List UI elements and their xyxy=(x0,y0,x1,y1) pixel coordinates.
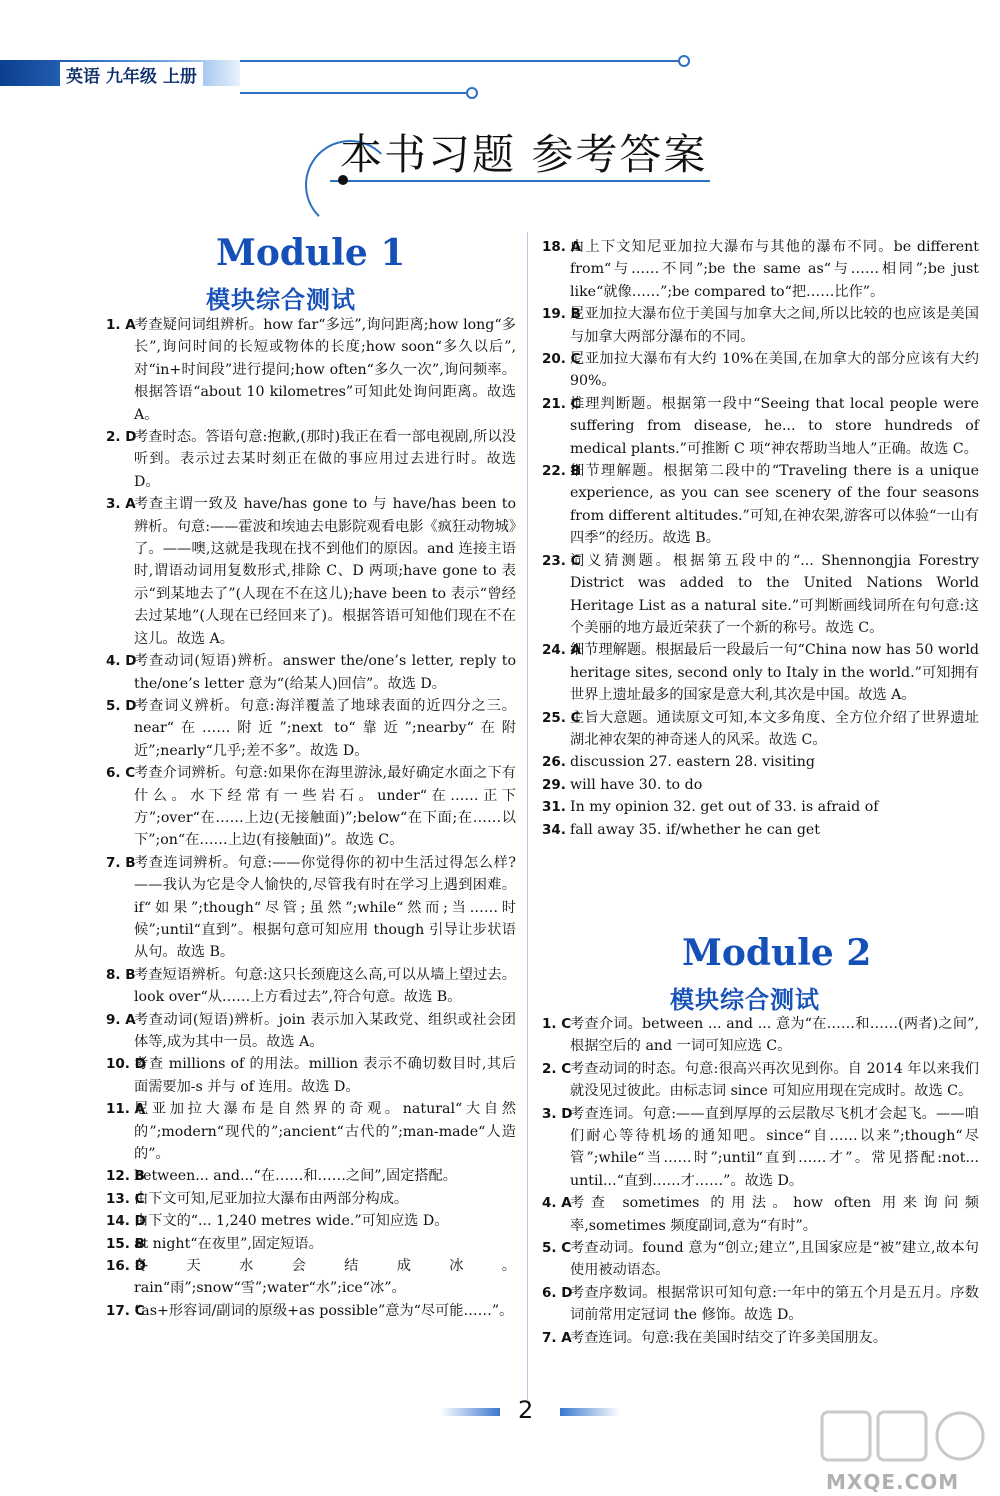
answer-item xyxy=(542,1058,979,1103)
answer-text: 考查介词。between ... and ... 意为“在……和……(两者)之间”,根据空后的 and 一词可知应选 C。 xyxy=(570,1016,979,1055)
answer-text: 推理判断题。根据第一段中“Seeing that local people were suffering from disease, he... to store hundreds of medical plants.”可推断 C 项“神农帮助当地人”正确。故选 C。 xyxy=(570,395,979,457)
answer-number: 23. C xyxy=(542,552,581,569)
answer-item xyxy=(106,1300,516,1322)
answer-number: 20. C xyxy=(542,351,581,368)
answer-text: 考查动词(短语)辨析。join 表示加入某政党、组织或社会团体等,成为其中一员。故选 A。 xyxy=(134,1011,516,1050)
answer-item xyxy=(542,1192,979,1237)
answer-item xyxy=(106,695,516,762)
answer-item xyxy=(106,1188,516,1210)
answer-item xyxy=(106,1053,516,1098)
answer-item xyxy=(106,1233,516,1255)
answer-item xyxy=(106,1210,516,1232)
left-answer-column xyxy=(106,314,516,1322)
answer-number: 4. D xyxy=(106,653,137,670)
answer-item xyxy=(542,1327,979,1349)
answer-text: 考查 millions of 的用法。million 表示不确切数目时,其后面需要加-s 并与 of 连用。故选 D。 xyxy=(134,1056,516,1095)
answer-text: 考查连词。句意:我在美国时结交了许多美国朋友。 xyxy=(570,1329,887,1346)
footer-left-decoration xyxy=(440,1408,500,1416)
answer-item xyxy=(106,1165,516,1187)
answer-number: 12. B xyxy=(106,1168,145,1185)
answer-number: 5. C xyxy=(542,1240,572,1257)
answer-item xyxy=(542,303,979,348)
answer-text: 由下文可知,尼亚加拉大瀑布由两部分构成。 xyxy=(134,1190,409,1207)
header-rule xyxy=(240,60,680,62)
answer-number: 19. B xyxy=(542,306,581,323)
answer-number: 7. A xyxy=(542,1329,572,1346)
answer-text: will have 30. to do xyxy=(570,776,703,793)
answer-text: 冬天水会结成冰。rain“雨”;snow“雪”;water“水”;ice“冰”。 xyxy=(134,1258,516,1297)
answer-number: 2. C xyxy=(542,1060,572,1077)
answer-text: 考查连词辨析。句意:——你觉得你的初中生活过得怎么样?——我认为它是令人愉快的,尽管我有时在学习上遇到困难。if“如果”;though“尽管;虽然”;while“然而;当……时候”;until“直到”。根据句意可知应用 though 引导让步状语从句。故选 B。 xyxy=(134,854,516,961)
answer-text: 考查介词辨析。句意:如果你在海里游泳,最好确定水面之下有什么。水下经常有一些岩石。under“在……正下方”;over“在……上边(无接触面)”;below“在下面;在……以下”;on“在……上边(有接触面)”。故选 C。 xyxy=(134,765,516,849)
answer-item xyxy=(106,1098,516,1165)
answer-text: between... and...“在……和……之间”,固定搭配。 xyxy=(134,1168,457,1185)
answer-text: 主旨大意题。通读原文可知,本文多角度、全方位介绍了世界遗址湖北神农架的神奇迷人的风采。故选 C。 xyxy=(570,709,979,748)
module1-subtitle: 模块综合测试 xyxy=(206,286,356,314)
answer-text: 考查动词的时态。句意:很高兴再次见到你。自 2014 年以来我们就没见过彼此。由标志词 since 可知应用现在完成时。故选 C。 xyxy=(570,1060,979,1100)
answer-number: 34. xyxy=(542,821,566,838)
header-dot-icon xyxy=(466,87,478,99)
answer-number: 1. A xyxy=(106,317,136,333)
answer-text: 考查疑问词组辨析。how far“多远”,询问距离;how long“多长”,询问时间的长短或物体的长度;how soon“多久以后”,对“in+时间段”进行提问;how often“多久一次”,询问频率。根据答语“about 10 kilometres”可知此处询问距离。故选 A。 xyxy=(134,317,516,423)
answer-item xyxy=(542,796,979,818)
answer-text: 考查动词。found 意为“创立;建立”,且国家应是“被”建立,故本句使用被动语态。 xyxy=(570,1240,979,1279)
answer-number: 1. C xyxy=(542,1016,572,1032)
answer-item xyxy=(542,707,979,752)
answer-number: 18. A xyxy=(542,239,582,255)
answer-number: 15. B xyxy=(106,1235,145,1252)
answer-item xyxy=(542,1103,979,1193)
answer-item xyxy=(542,774,979,796)
answer-number: 31. xyxy=(542,799,566,816)
answer-text: 尼亚加拉大瀑布位于美国与加拿大之间,所以比较的也应该是美国与加拿大两部分瀑布的不同。 xyxy=(570,306,979,345)
answer-number: 21. C xyxy=(542,395,581,412)
answer-number: 8. B xyxy=(106,966,136,983)
right-answer-column-module1 xyxy=(542,236,979,841)
header-dot-icon xyxy=(678,55,690,67)
answer-item xyxy=(542,348,979,393)
answer-number: 22. B xyxy=(542,463,581,480)
answer-item xyxy=(106,493,516,650)
answer-number: 3. D xyxy=(542,1105,573,1122)
answer-text: fall away 35. if/whether he can get xyxy=(570,821,820,838)
answer-number: 14. D xyxy=(106,1213,146,1230)
footer xyxy=(440,1398,620,1428)
answer-item xyxy=(542,236,979,303)
answer-number: 26. xyxy=(542,754,566,771)
answer-item xyxy=(106,426,516,493)
answer-text: 考查短语辨析。句意:这只长颈鹿这么高,可以从墙上望过去。look over“从……上方看过去”,符合句意。故选 B。 xyxy=(134,966,516,1006)
answer-text: discussion 27. eastern 28. visiting xyxy=(570,754,815,771)
answer-number: 24. A xyxy=(542,642,582,659)
answer-item xyxy=(542,751,979,773)
answer-text: 考查词义辨析。句意:海洋覆盖了地球表面的近四分之三。near“在……附近”;next to“靠近”;nearby“在附近”;nearly“几乎;差不多”。故选 D。 xyxy=(134,697,516,759)
answer-item xyxy=(542,819,979,841)
header-rule-lower xyxy=(240,92,470,94)
answer-text: 词义猜测题。根据第五段中的“... Shennongjia Forestry District was added to the United Nations World Heritage List as a natural site.”可判断画线词所在句句意:这个美丽的地方最近荣获了一个新的称号。故选 C。 xyxy=(570,552,979,636)
answer-number: 29. xyxy=(542,776,566,793)
answer-text: 考查连词。句意:——直到厚厚的云层散尽飞机才会起飞。——咱们耐心等待机场的通知吧。since“自……以来”;though“尽管”;while“当……时”;until“直到……才”。常见搭配:not... until...“直到……才……”。故选 D。 xyxy=(570,1105,979,1189)
answer-item xyxy=(106,762,516,852)
answer-text: 考查序数词。根据常识可知句意:一年中的第五个月是五月。序数词前常用定冠词 the 修饰。故选 D。 xyxy=(570,1284,979,1324)
answer-text: 考查主谓一致及 have/has gone to 与 have/has been to 辨析。句意:——霍波和埃迪去电影院观看电影《疯狂动物城》了。——噢,这就是我现在找不到他们的原因。and 连接主语时,谓语动词用复数形式,排除 C、D 两项;have gone to 表示“到某地去了”(人现在不在这儿);have been to 表示“曾经去过某地”(人现在已经回来了)。根据答语可知他们现在不在这儿。故选 A。 xyxy=(134,496,516,647)
answer-text: 细节理解题。根据第二段中的“Traveling there is a unique experience, as you can see scenery of the four seasons from different altitudes.”可知,在神农架,游客可以体验“一山有四季”的经历。故选 B。 xyxy=(570,463,979,547)
answer-number: 16. D xyxy=(106,1258,146,1275)
answer-item xyxy=(542,460,979,550)
column-divider xyxy=(527,232,528,1400)
page-number: 2 xyxy=(518,1396,534,1424)
answer-item xyxy=(542,1237,979,1282)
answer-text: “as+形容词/副词的原级+as possible”意为“尽可能……”。 xyxy=(134,1302,514,1319)
answer-item xyxy=(542,1282,979,1327)
page-heading: 本书习题 参考答案 xyxy=(340,130,708,179)
answer-number: 7. B xyxy=(106,854,136,871)
answer-text: at night“在夜里”,固定短语。 xyxy=(134,1235,323,1252)
answer-item xyxy=(106,964,516,1009)
answer-number: 5. D xyxy=(106,697,137,714)
answer-item xyxy=(542,550,979,640)
answer-text: 考查动词(短语)辨析。answer the/one’s letter, reply to the/one’s letter 意为“(给某人)回信”。故选 D。 xyxy=(134,653,516,692)
answer-text: 考查时态。答语句意:抱歉,(那时)我正在看一部电视剧,所以没听到。表示过去某时刻正在做的事应用过去进行时。故选 D。 xyxy=(134,429,516,490)
answer-item xyxy=(106,1255,516,1300)
answer-number: 13. C xyxy=(106,1190,145,1207)
answer-item xyxy=(106,852,516,964)
answer-item xyxy=(542,1013,979,1058)
answer-number: 25. C xyxy=(542,709,581,726)
answer-number: 4. A xyxy=(542,1195,572,1212)
answer-number: 10. D xyxy=(106,1056,146,1073)
answer-item xyxy=(542,393,979,460)
module1-title: Module 1 xyxy=(216,232,406,274)
answer-item xyxy=(106,314,516,426)
answer-text: 细节理解题。根据最后一段最后一句“China now has 50 world heritage sites, second only to Italy in the world.”可知拥有世界上遗址最多的国家是意大利,其次是中国。故选 A。 xyxy=(570,642,979,704)
answer-text: 考查 sometimes 的用法。how often 用来询问频率,sometimes 频度副词,意为“有时”。 xyxy=(570,1195,979,1234)
answer-text: 由下文的“... 1,240 metres wide.”可知应选 D。 xyxy=(134,1213,449,1230)
answer-number: 3. A xyxy=(106,496,136,513)
answer-number: 9. A xyxy=(106,1011,136,1028)
answer-item xyxy=(542,639,979,706)
answer-number: 17. C xyxy=(106,1302,145,1319)
answer-text: 尼亚加拉大瀑布是自然界的奇观。natural“大自然的”;modern“现代的”;ancient“古代的”;man-made“人造的”。 xyxy=(134,1101,516,1163)
watermark-text: MXQE.COM xyxy=(826,1470,960,1494)
module2-subtitle: 模块综合测试 xyxy=(670,986,820,1014)
answer-text: 尼亚加拉大瀑布有大约 10%在美国,在加拿大的部分应该有大约 90%。 xyxy=(570,351,979,390)
footer-right-decoration xyxy=(560,1408,620,1416)
answer-number: 2. D xyxy=(106,429,137,446)
answer-item xyxy=(106,650,516,695)
answer-text: In my opinion 32. get out of 33. is afraid of xyxy=(570,799,879,816)
answer-text: 由上下文知尼亚加拉大瀑布与其他的瀑布不同。be different from“与……不同”;be the same as“与……相同”;be just like“就像……”;be compared to“把……比作”。 xyxy=(570,239,979,300)
answer-number: 6. C xyxy=(106,765,136,782)
answer-number: 11. A xyxy=(106,1101,146,1118)
right-answer-column-module2 xyxy=(542,1013,979,1349)
header-label: 英语 九年级 上册 xyxy=(60,62,203,87)
answer-item xyxy=(106,1009,516,1054)
module2-title: Module 2 xyxy=(682,932,872,974)
answer-number: 6. D xyxy=(542,1284,573,1301)
